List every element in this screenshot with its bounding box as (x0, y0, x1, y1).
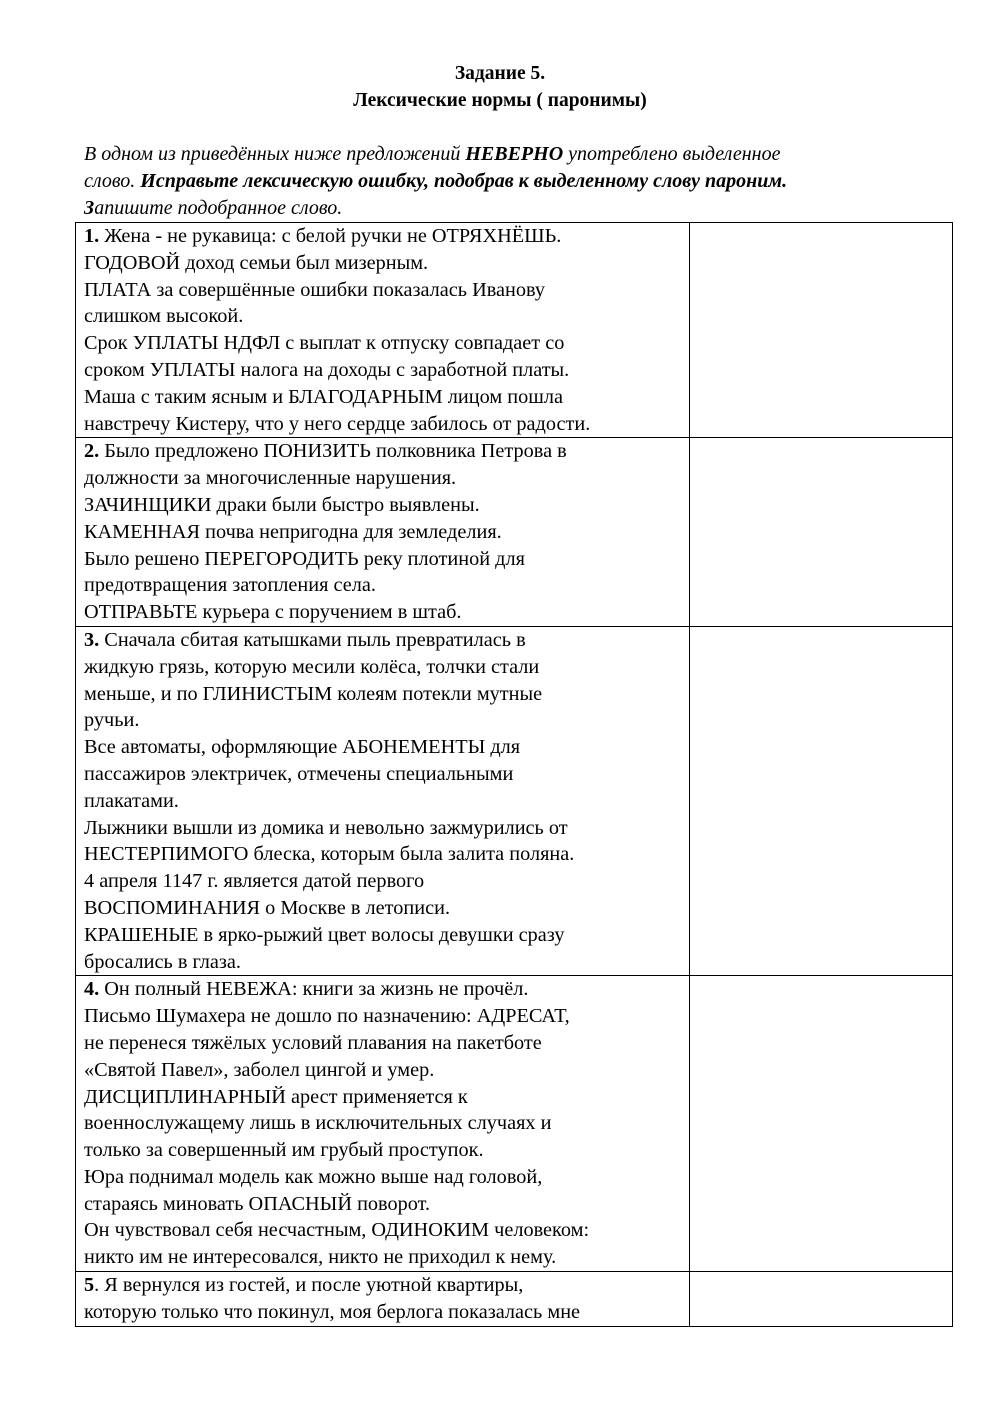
task-text-cell-3: 3. Сначала сбитая катышками пыль превратилась в жидкую грязь, которую месили колёса, толчки стали меньше, и по ГЛИНИСТЫМ колеям потекли мутные ручьи. Все автоматы, оформляющие АБОНЕМЕНТЫ для пассажиров электричек, отмечены специальными плакатами. Лыжники вышли из домика и невольно зажмурились от НЕСТЕРПИМОГО блеска, которым была залита поляна. 4 апреля 1147 г. является датой первого ВОСПОМИНАНИЯ о Москве в летописи. КРАШЕНЫЕ в ярко-рыжий цвет волосы девушки сразу бросались в глаза. (76, 626, 690, 975)
task-line: слишком высокой. (84, 305, 244, 328)
task-line: ОТПРАВЬТЕ курьера с поручением в штаб. (84, 601, 462, 624)
task-line: «Святой Павел», заболел цингой и умер. (84, 1058, 435, 1081)
task-line: меньше, и по ГЛИНИСТЫМ колеям потекли мутные (84, 682, 543, 705)
task-number: 5 (84, 1274, 95, 1297)
task-line: Было решено ПЕРЕГОРОДИТЬ реку плотиной для (84, 547, 525, 570)
task-line: сроком УПЛАТЫ налога на доходы с заработной платы. (84, 358, 570, 381)
task-number: 3. (84, 628, 100, 651)
task-row-3 (76, 626, 953, 975)
answer-cell-4[interactable] (690, 976, 953, 1272)
task-line: 4 апреля 1147 г. является датой первого (84, 870, 425, 893)
instructions-line-3: Запишите подобранное слово. (84, 197, 343, 219)
task-line: предотвращения затопления села. (84, 574, 376, 597)
answer-cell-1[interactable] (690, 223, 953, 438)
task-line: Все автоматы, оформляющие АБОНЕМЕНТЫ для (84, 736, 521, 759)
task-line: Юра поднимал модель как можно выше над головой, (84, 1165, 543, 1188)
task-line: военнослужащему лишь в исключительных случаях и (84, 1112, 552, 1135)
task-number: 2. (84, 440, 100, 463)
task-row-4 (76, 976, 953, 1272)
task-line: никто им не интересовался, никто не приходил к нему. (84, 1246, 557, 1269)
task-line: жидкую грязь, которую месили колёса, толчки стали (84, 655, 540, 678)
task-line: должности за многочисленные нарушения. (84, 467, 457, 490)
task-line: которую только что покинул, моя берлога показалась мне (84, 1300, 581, 1323)
instructions-line-2: слово. Исправьте лексическую ошибку, подобрав к выделенному слову пароним. (84, 170, 788, 192)
task-line: Маша с таким ясным и БЛАГОДАРНЫМ лицом пошла (84, 385, 563, 408)
task-line: ручьи. (84, 709, 140, 732)
task-line: Срок УПЛАТЫ НДФЛ с выплат к отпуску совпадает со (84, 332, 565, 355)
task-number: 4. (84, 978, 100, 1001)
task-row-5 (76, 1272, 953, 1327)
page-title: Задание 5. (454, 63, 546, 84)
page-subtitle: Лексические нормы ( паронимы) (353, 90, 647, 111)
task-line: ГОДОВОЙ доход семьи был мизерным. (84, 251, 429, 274)
task-line: ДИСЦИПЛИНАРНЫЙ арест применяется к (84, 1085, 468, 1108)
task-line: Лыжники вышли из домика и невольно зажмурились от (84, 816, 568, 839)
task-line: Он чувствовал себя несчастным, ОДИНОКИМ человеком: (84, 1219, 590, 1242)
task-line: пассажиров электричек, отмечены специальными (84, 762, 514, 785)
task-line: ВОСПОМИНАНИЯ о Москве в летописи. (84, 896, 451, 919)
task-line: бросались в глаза. (84, 950, 241, 973)
instructions (84, 141, 964, 222)
answer-cell-2[interactable] (690, 438, 953, 627)
task-line: Письмо Шумахера не дошло по назначению: АДРЕСАТ, (84, 1005, 570, 1028)
task-line: ПЛАТА за совершённые ошибки показалась Иванову (84, 278, 546, 301)
task-table (75, 222, 953, 1327)
task-text-cell-1: 1. Жена - не рукавица: с белой ручки не ОТРЯХНЁШЬ. ГОДОВОЙ доход семьи был мизерным. ПЛАТА за совершённые ошибки показалась Иванову слишком высокой. Срок УПЛАТЫ НДФЛ с выплат к отпуску совпадает со сроком УПЛАТЫ налога на доходы с заработной платы. Маша с таким ясным и БЛАГОДАРНЫМ лицом пошла навстречу Кистеру, что у него сердце забилось от радости. (76, 223, 690, 438)
answer-cell-3[interactable] (690, 626, 953, 975)
task-line: КАМЕННАЯ почва непригодна для земледелия. (84, 520, 502, 543)
task-row-2 (76, 438, 953, 627)
task-line: стараясь миновать ОПАСНЫЙ поворот. (84, 1192, 431, 1215)
task-text-cell-4: 4. Он полный НЕВЕЖА: книги за жизнь не прочёл. Письмо Шумахера не дошло по назначению: АДРЕСАТ, не перенеся тяжёлых условий плавания на пакетботе «Святой Павел», заболел цингой и умер. ДИСЦИПЛИНАРНЫЙ арест применяется к военнослужащему лишь в исключительных случаях и только за совершенный им грубый проступок. Юра поднимал модель как можно выше над головой, стараясь миновать ОПАСНЫЙ поворот. Он чувствовал себя несчастным, ОДИНОКИМ человеком: никто им не интересовался, никто не приходил к нему. (76, 976, 690, 1272)
task-line: навстречу Кистеру, что у него сердце забилось от радости. (84, 412, 591, 435)
task-line: НЕСТЕРПИМОГО блеска, которым была залита поляна. (84, 843, 575, 866)
task-line: только за совершенный им грубый проступок. (84, 1139, 484, 1162)
task-text-cell-2: 2. Было предложено ПОНИЗИТЬ полковника Петрова в должности за многочисленные нарушения. ЗАЧИНЩИКИ драки были быстро выявлены. КАМЕННАЯ почва непригодна для земледелия. Было решено ПЕРЕГОРОДИТЬ реку плотиной для предотвращения затопления села. ОТПРАВЬТЕ курьера с поручением в штаб. (76, 438, 690, 627)
task-line: плакатами. (84, 789, 179, 812)
answer-cell-5[interactable] (690, 1272, 953, 1327)
task-row-1 (76, 223, 953, 438)
instructions-line-1: В одном из приведённых ниже предложений НЕВЕРНО употреблено выделенное (84, 143, 781, 165)
task-number: 1. (84, 225, 100, 247)
task-line: не перенеся тяжёлых условий плавания на пакетботе (84, 1031, 542, 1054)
task-line: ЗАЧИНЩИКИ драки были быстро выявлены. (84, 493, 480, 516)
task-text-cell-5: 5. Я вернулся из гостей, и после уютной квартиры, которую только что покинул, моя берлога показалась мне (76, 1272, 690, 1327)
task-line: КРАШЕНЫЕ в ярко-рыжий цвет волосы девушки сразу (84, 923, 565, 946)
